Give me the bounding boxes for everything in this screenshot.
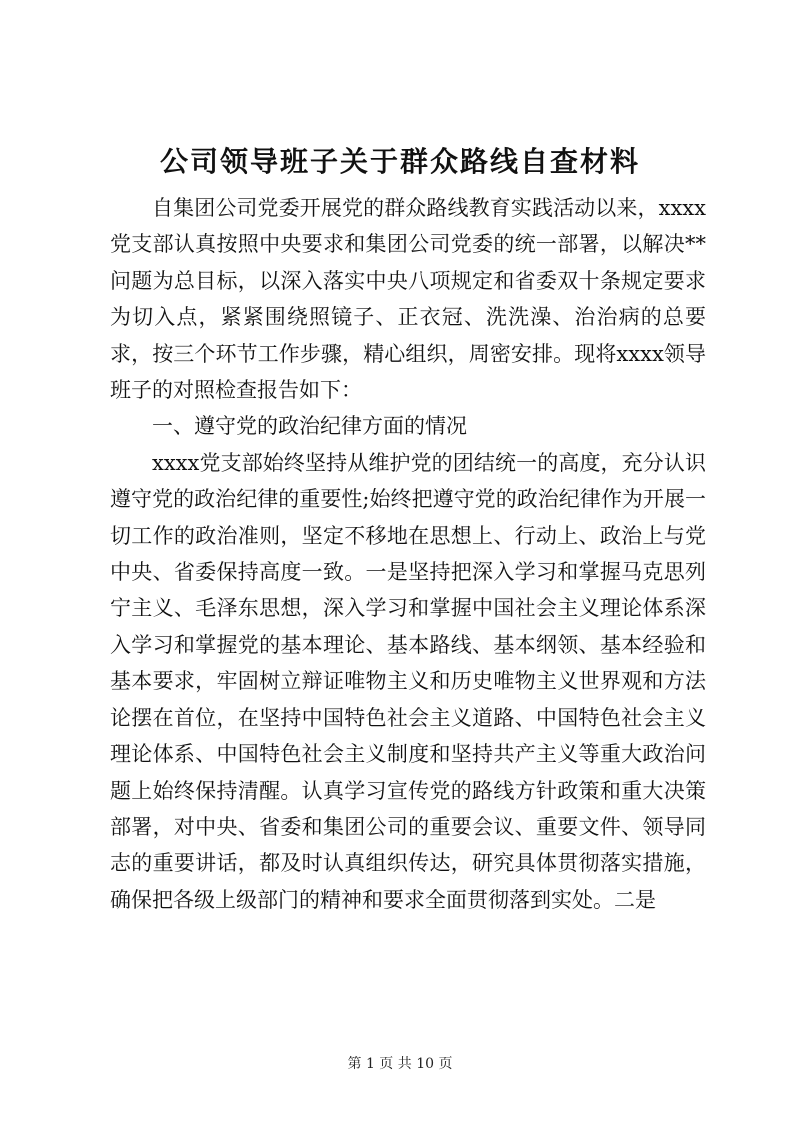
- page-number-footer: 第 1 页 共 10 页: [347, 1056, 453, 1072]
- section-1-paragraph: xxxx党支部始终坚持从维护党的团结统一的高度，充分认识遵守党的政治纪律的重要性;始终把遵守党的政治纪律作为开展一切工作的政治准则，坚定不移地在思想上、行动上、政治上与党中央、省委保持高度一致。一是坚持把深入学习和掌握马克思列宁主义、毛泽东思想，深入学习和掌握中国社会主义理论体系深入学习和掌握党的基本理论、基本路线、基本纲领、基本经验和基本要求，牢固树立辩证唯物主义和历史唯物主义世界观和方法论摆在首位，在坚持中国特色社会主义道路、中国特色社会主义理论体系、中国特色社会主义制度和坚持共产主义等重大政治问题上始终保持清醒。认真学习宣传党的路线方针政策和重大决策部署，对中央、省委和集团公司的重要会议、重要文件、领导同志的重要讲话，都及时认真组织传达，研究具体贯彻落实措施，确保把各级上级部门的精神和要求全面贯彻落到实处。二是: [110, 450, 706, 912]
- document-body: [110, 190, 706, 918]
- document-title: 公司领导班子关于群众路线自查材料: [159, 145, 640, 178]
- section-heading-1: 一、遵守党的政治纪律方面的情况: [152, 414, 467, 439]
- intro-paragraph: 自集团公司党委开展党的群众路线教育实践活动以来，xxxx党支部认真按照中央要求和集团公司党委的统一部署，以解决**问题为总目标，以深入落实中央八项规定和省委双十条规定要求为切入点，紧紧围绕照镜子、正衣冠、洗洗澡、治治病的总要求，按三个环节工作步骤，精心组织，周密安排。现将xxxx领导班子的对照检查报告如下：: [110, 196, 706, 403]
